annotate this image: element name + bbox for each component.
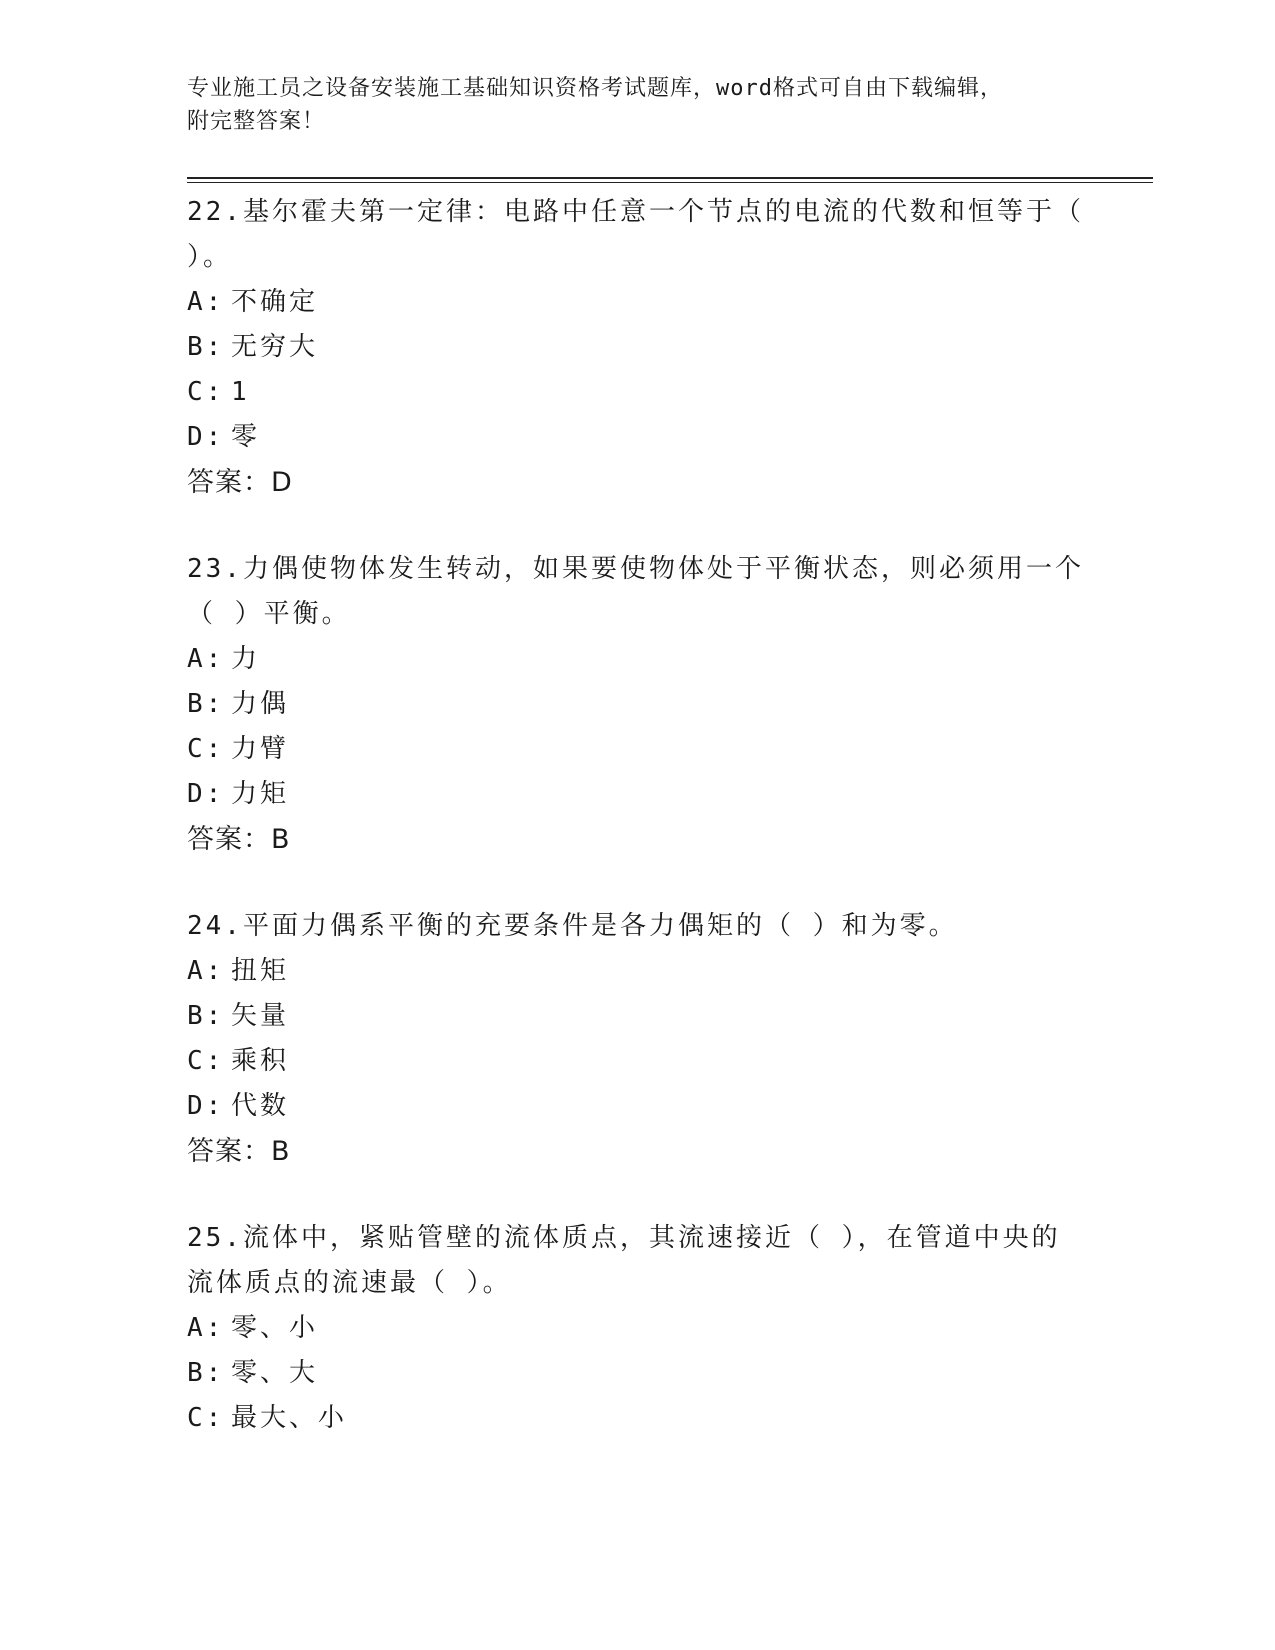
option-key: A: [187, 1313, 225, 1343]
option-b [187, 325, 1087, 370]
option-key: C: [187, 1046, 225, 1076]
option-text: 零、小 [231, 1313, 319, 1343]
option-text: 力偶 [231, 689, 290, 719]
option-key: A: [187, 644, 225, 674]
option-text: 最大、小 [231, 1403, 348, 1433]
option-a [187, 280, 1087, 325]
option-d [187, 1084, 1087, 1129]
document-header [187, 72, 1087, 138]
option-b [187, 994, 1087, 1039]
option-key: D: [187, 779, 225, 809]
option-key: A: [187, 956, 225, 986]
option-c [187, 727, 1087, 772]
option-text: 不确定 [231, 287, 319, 317]
question-text: 23.力偶使物体发生转动，如果要使物体处于平衡状态，则必须用一个（ ）平衡。 [187, 554, 1084, 629]
option-text: 零 [231, 422, 261, 452]
option-a [187, 637, 1087, 682]
option-key: D: [187, 1091, 225, 1121]
option-key: C: [187, 1403, 225, 1433]
question-text: 24.平面力偶系平衡的充要条件是各力偶矩的（ ）和为零。 [187, 911, 958, 941]
option-text: 扭矩 [231, 956, 290, 986]
question-23 [187, 547, 1087, 862]
option-text: 力 [231, 644, 261, 674]
option-text: 力臂 [231, 734, 290, 764]
header-divider-thin [187, 182, 1153, 183]
option-key: A: [187, 287, 225, 317]
option-text: 代数 [231, 1091, 290, 1121]
question-22 [187, 190, 1103, 505]
option-key: B: [187, 689, 225, 719]
option-text: 矢量 [231, 1001, 290, 1031]
header-divider-thick [187, 177, 1153, 179]
option-key: D: [187, 422, 225, 452]
option-b [187, 682, 1087, 727]
option-key: C: [187, 377, 225, 407]
option-text: 乘积 [231, 1046, 290, 1076]
answer-label: 答案：D [187, 467, 293, 498]
question-list [187, 190, 1103, 1483]
option-c [187, 1396, 1087, 1441]
option-text: 无穷大 [231, 332, 319, 362]
option-text: 力矩 [231, 779, 290, 809]
option-c [187, 1039, 1087, 1084]
question-text: 25.流体中，紧贴管壁的流体质点，其流速接近（ ），在管道中央的流体质点的流速最（ ）。 [187, 1223, 1061, 1298]
option-d [187, 415, 1087, 460]
answer-label: 答案：B [187, 824, 291, 855]
option-a [187, 949, 1087, 994]
option-key: B: [187, 1001, 225, 1031]
option-a [187, 1306, 1087, 1351]
option-text: 1 [231, 377, 250, 407]
question-24 [187, 904, 1087, 1174]
option-c [187, 370, 1087, 415]
header-line-2: 附完整答案！ [187, 109, 326, 134]
option-b [187, 1351, 1087, 1396]
option-key: B: [187, 332, 225, 362]
option-key: C: [187, 734, 225, 764]
header-line-1: 专业施工员之设备安装施工基础知识资格考试题库，word格式可自由下载编辑， [187, 76, 1003, 101]
option-d [187, 772, 1087, 817]
option-text: 零、大 [231, 1358, 319, 1388]
answer-label: 答案：B [187, 1136, 291, 1167]
question-text: 22.基尔霍夫第一定律：电路中任意一个节点的电流的代数和恒等于（ ）。 [187, 197, 1103, 272]
question-25 [187, 1216, 1087, 1441]
option-key: B: [187, 1358, 225, 1388]
